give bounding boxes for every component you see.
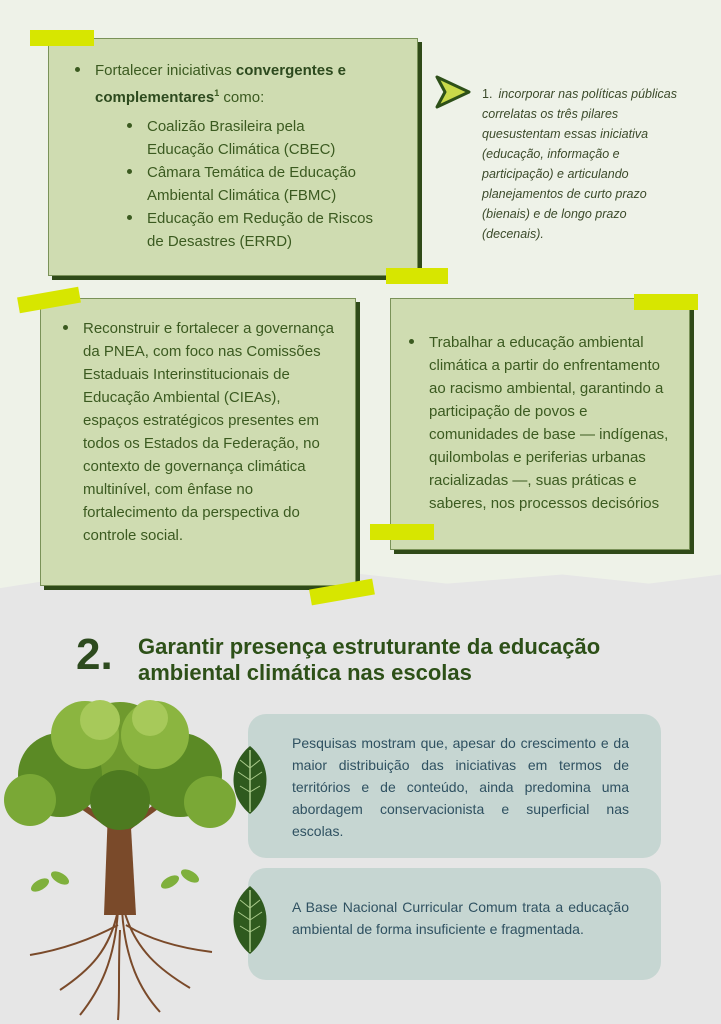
arrow-right-icon — [433, 74, 473, 110]
initiatives-list — [71, 59, 397, 109]
lead-text: Fortalecer iniciativas — [95, 62, 236, 79]
info-box-research — [248, 714, 661, 858]
tree-roots — [30, 910, 212, 1020]
list-item: Câmara Temática de Educação Ambiental Climática (FBMC) — [123, 161, 373, 207]
section-number-text: 2. — [76, 630, 113, 679]
footnote-text: incorporar nas políticas públicas correlatas os três pilares quesustentam essas iniciativa (educação, informação e participação) e articulando planejamentos de curto prazo (bienais) e de longo prazo (decenais). — [482, 87, 678, 241]
info-text: Pesquisas mostram que, apesar do crescimento e da maior distribuição das iniciativas em termos de territórios e de conteúdo, ainda predomina uma abordagem conservacionista e superficial nas escolas. — [292, 735, 629, 839]
tape-decoration — [370, 524, 434, 540]
initiatives-lead — [71, 59, 397, 109]
section-title: Garantir presença estruturante da educação ambiental climática nas escolas — [138, 634, 601, 685]
tape-decoration — [30, 30, 94, 46]
tree-canopy — [4, 700, 236, 830]
list-item: Reconstruir e fortalecer a governança da PNEA, com foco nas Comissões Estaduais Interinstitucionais de Educação Ambiental (CIEAs), espaços estratégicos presentes em todos os Estados da Federação, no contexto de governança climática multinível, com ênfase no fortalecimento da perspectiva do controle social. — [59, 317, 337, 547]
footnote — [482, 84, 682, 244]
tape-decoration — [386, 268, 448, 284]
card-governance — [40, 298, 356, 586]
section-number — [76, 630, 113, 680]
tape-decoration — [634, 294, 698, 310]
leaf-icon — [228, 884, 272, 956]
list-item: Trabalhar a educação ambiental climática a partir do enfrentamento ao racismo ambiental, garantindo a participação de povos e comunidades de base — indígenas, quilombolas e periferias urbanas racializadas —, suas práticas e saberes, nos processos decisórios — [405, 331, 677, 515]
lead-bold-text: convergentes e complementares — [95, 62, 346, 106]
tree-illustration — [0, 690, 240, 1024]
footnote-marker: 1 — [214, 88, 220, 98]
card-racism — [390, 298, 690, 550]
lead-tail-text: como: — [219, 89, 265, 106]
racism-list — [405, 331, 677, 515]
info-box-bncc — [248, 868, 661, 980]
info-text: A Base Nacional Curricular Comum trata a educação ambiental de forma insuficiente e fragmentada. — [292, 899, 629, 937]
initiatives-sublist — [123, 115, 373, 253]
list-item: Coalizão Brasileira pela Educação Climática (CBEC) — [123, 115, 373, 161]
footnote-number: 1. — [482, 87, 493, 101]
leaf-icon — [228, 744, 272, 816]
governance-list — [59, 317, 337, 547]
card-initiatives — [48, 38, 418, 276]
list-item: Educação em Redução de Riscos de Desastres (ERRD) — [123, 207, 373, 253]
